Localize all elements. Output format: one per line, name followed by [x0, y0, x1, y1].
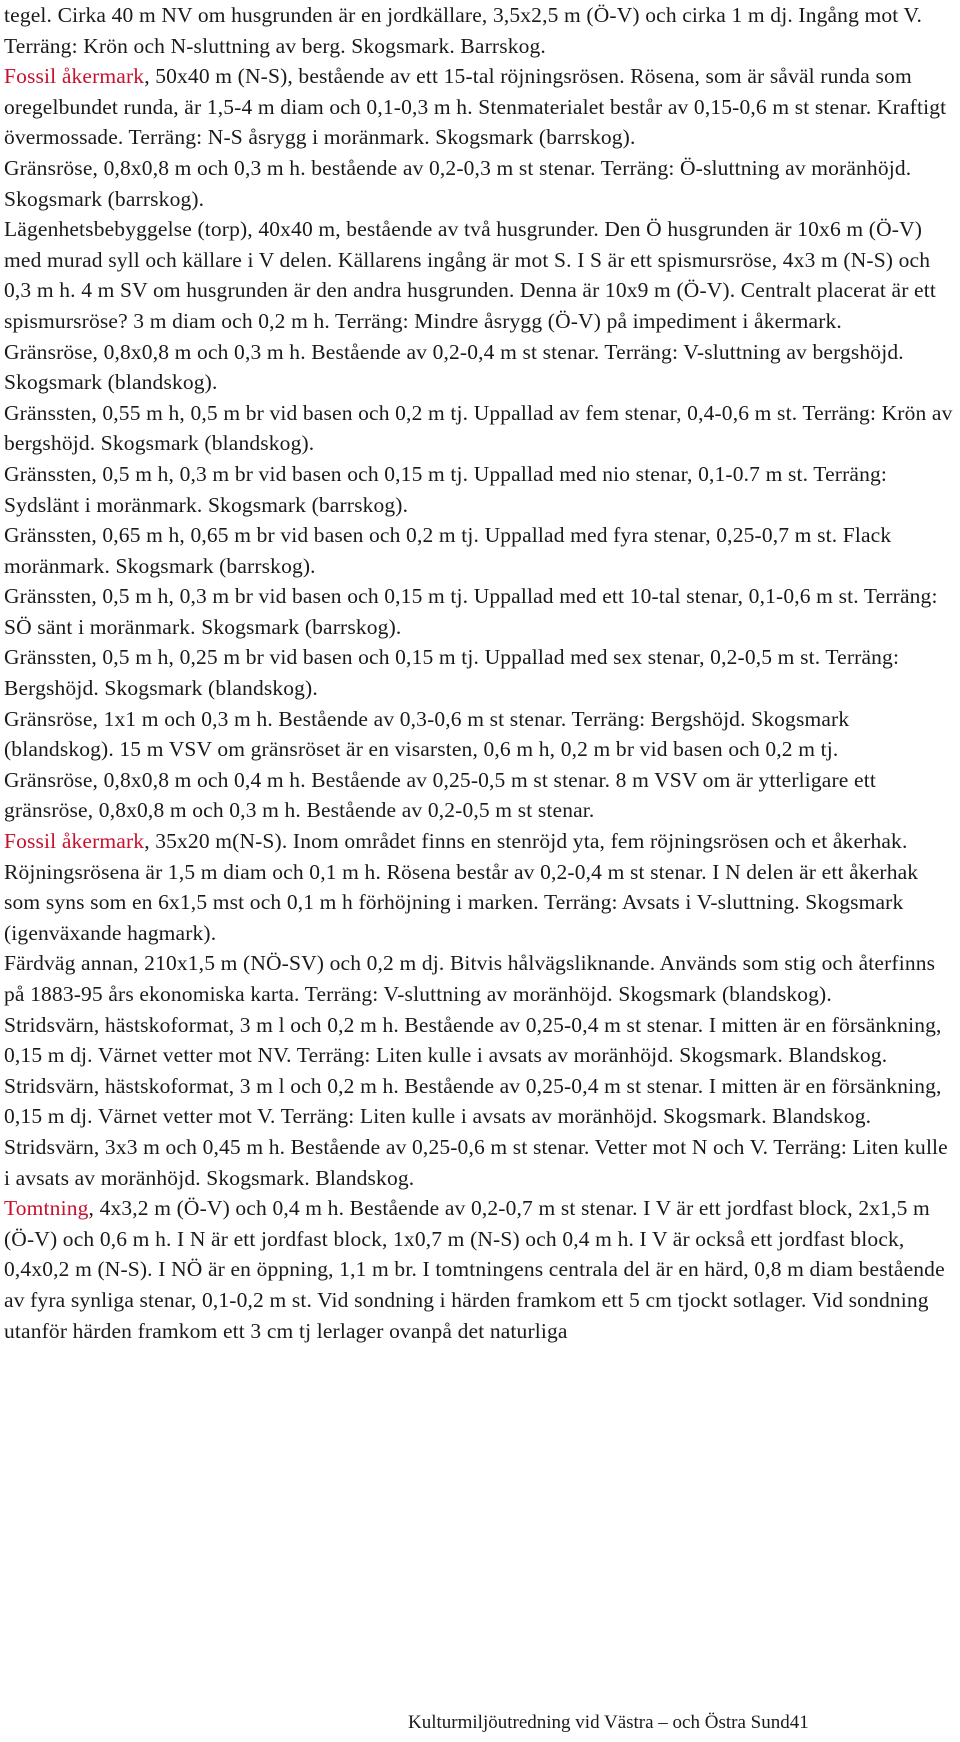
record-paragraph [4, 1132, 956, 1193]
record-text: Gränsröse, 0,8x0,8 m och 0,3 m h. Bestående av 0,2-0,4 m st stenar. Terräng: V-sluttning av bergshöjd. Skogsmark (blandskog). [4, 339, 904, 395]
record-paragraph [4, 1010, 956, 1071]
record-paragraph [4, 826, 956, 948]
record-text: Stridsvärn, hästskoformat, 3 m l och 0,2 m h. Bestående av 0,25-0,4 m st stenar. I mitten är en försänkning, 0,15 m dj. Värnet vetter mot V. Terräng: Liten kulle i avsats av moränhöjd. Skogsmark. Blandskog. [4, 1073, 942, 1129]
record-paragraph [4, 398, 956, 459]
record-text: Gränssten, 0,65 m h, 0,65 m br vid basen och 0,2 m tj. Uppallad med fyra stenar, 0,25-0,7 m st. Flack moränmark. Skogsmark (barrskog). [4, 523, 892, 578]
record-type-highlight: Tomtning [4, 1196, 89, 1221]
record-paragraph [4, 704, 956, 765]
record-text: Gränssten, 0,5 m h, 0,3 m br vid basen och 0,15 m tj. Uppallad med nio stenar, 0,1-0.7 m st. Terräng: Sydslänt i moränmark. Skogsmark (barrskog). [4, 461, 887, 517]
record-text: Gränssten, 0,5 m h, 0,3 m br vid basen och 0,15 m tj. Uppallad med ett 10-tal stenar, 0,1-0,6 m st. Terräng: SÖ sänt i moränmark. Skogsmark (barrskog). [4, 584, 938, 639]
record-paragraph [4, 948, 956, 1009]
record-text: tegel. Cirka 40 m NV om husgrunden är en jordkällare, 3,5x2,5 m (Ö-V) och cirka 1 m dj. Ingång mot V. Terräng: Krön och N-sluttning av berg. Skogsmark. Barrskog. [4, 3, 922, 58]
record-type-highlight: Fossil åkermark [4, 829, 145, 854]
record-paragraph [4, 520, 956, 581]
record-text: Gränssten, 0,5 m h, 0,25 m br vid basen och 0,15 m tj. Uppallad med sex stenar, 0,2-0,5 m st. Terräng: Bergshöjd. Skogsmark (blandskog). [4, 645, 900, 701]
record-text: Gränsröse, 0,8x0,8 m och 0,4 m h. Bestående av 0,25-0,5 m st stenar. 8 m VSV om är ytterligare ett gränsröse, 0,8x0,8 m och 0,3 m h. Bestående av 0,2-0,5 m st stenar. [4, 767, 876, 823]
record-text: Gränsröse, 1x1 m och 0,3 m h. Bestående av 0,3-0,6 m st stenar. Terräng: Bergshöjd. Skogsmark (blandskog). 15 m VSV om gränsröset är en visarsten, 0,6 m h, 0,2 m br vid basen och 0,2 m tj. [4, 706, 850, 762]
record-paragraph [4, 1193, 956, 1346]
page-number: 41 [789, 1712, 809, 1733]
record-paragraph [4, 1071, 956, 1132]
document-body [4, 0, 956, 1346]
record-text: Lägenhetsbebyggelse (torp), 40x40 m, bestående av två husgrunder. Den Ö husgrunden är 10x6 m (Ö-V) med murad syll och källare i V delen. Källarens ingång är mot S. I S är ett spismursröse, 4x3 m (N-S) och 0,3 m h. 4 m SV om husgrunden är den andra husgrunden. Denna är 10x9 m (Ö-V). Centralt placerat är ett spismursröse? 3 m diam och 0,2 m h. Terräng: Mindre åsrygg (Ö-V) på impediment i åkermark. [4, 217, 936, 333]
record-paragraph [4, 214, 956, 336]
record-paragraph [4, 153, 956, 214]
record-type-highlight: Fossil åkermark [4, 64, 145, 89]
page-footer [408, 1712, 809, 1734]
record-text: , 50x40 m (N-S), bestående av ett 15-tal röjningsrösen. Rösena, som är såväl runda som oregelbundet runda, är 1,5-4 m diam och 0,1-0,3 m h. Stenmaterialet består av 0,15-0,6 m st stenar. Kraftigt övermossade. Terräng: N-S åsrygg i moränmark. Skogsmark (barrskog). [4, 64, 947, 150]
footer-title: Kulturmiljöutredning vid Västra – och Östra Sund [408, 1712, 790, 1733]
record-paragraph [4, 459, 956, 520]
record-text: Färdväg annan, 210x1,5 m (NÖ-SV) och 0,2 m dj. Bitvis hålvägsliknande. Används som stig och återfinns på 1883-95 års ekonomiska karta. Terräng: V-sluttning av moränhöjd. Skogsmark (blandskog). [4, 951, 936, 1006]
record-text: Stridsvärn, 3x3 m och 0,45 m h. Bestående av 0,25-0,6 m st stenar. Vetter mot N och V. Terräng: Liten kulle i avsats av moränhöjd. Skogsmark. Blandskog. [4, 1134, 948, 1190]
record-text: , 4x3,2 m (Ö-V) och 0,4 m h. Bestående av 0,2-0,7 m st stenar. I V är ett jordfast block, 2x1,5 m (Ö-V) och 0,6 m h. I N är ett jordfast block, 1x0,7 m (N-S) och 0,4 m h. I V är också ett jordfast block, 0,4x0,2 m (N-S). I NÖ är en öppning, 1,1 m br. I tomtningens centrala del är en härd, 0,8 m diam bestående av fyra synliga stenar, 0,1-0,2 m st. Vid sondning i härden framkom ett 5 cm tjockt sotlager. Vid sondning utanför härden framkom ett 3 cm tj lerlager ovanpå det naturliga [4, 1196, 945, 1343]
record-paragraph [4, 0, 956, 61]
record-paragraph [4, 765, 956, 826]
record-text: Stridsvärn, hästskoformat, 3 m l och 0,2 m h. Bestående av 0,25-0,4 m st stenar. I mitten är en försänkning, 0,15 m dj. Värnet vetter mot NV. Terräng: Liten kulle i avsats av moränhöjd. Skogsmark. Blandskog. [4, 1012, 942, 1068]
record-text: Gränssten, 0,55 m h, 0,5 m br vid basen och 0,2 m tj. Uppallad av fem stenar, 0,4-0,6 m st. Terräng: Krön av bergshöjd. Skogsmark (blandskog). [4, 400, 953, 456]
record-text: , 35x20 m(N-S). Inom området finns en stenröjd yta, fem röjningsrösen och et åkerhak. Röjningsrösena är 1,5 m diam och 0,1 m h. Rösena består av 0,2-0,4 m st stenar. I N delen är ett åkerhak som syns som en 6x1,5 mst och 0,1 m h förhöjning i marken. Terräng: Avsats i V-sluttning. Skogsmark (igenväxande hagmark). [4, 829, 919, 945]
record-paragraph [4, 337, 956, 398]
record-paragraph [4, 61, 956, 153]
record-text: Gränsröse, 0,8x0,8 m och 0,3 m h. bestående av 0,2-0,3 m st stenar. Terräng: Ö-sluttning av moränhöjd. Skogsmark (barrskog). [4, 155, 912, 211]
record-paragraph [4, 642, 956, 703]
record-paragraph [4, 581, 956, 642]
